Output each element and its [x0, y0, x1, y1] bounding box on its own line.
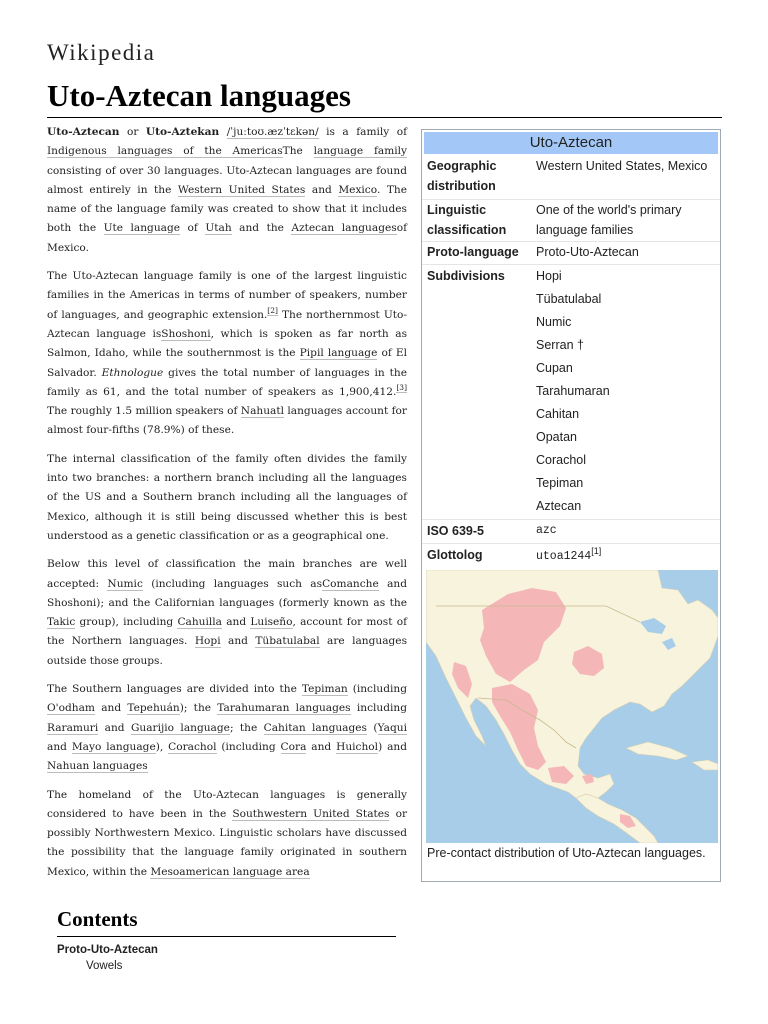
paragraph-size: [47, 267, 407, 441]
text: or possibly Northwestern Mexico. Linguistic scholars have discussed the possibility that the language family originated in southern Mexico, within the: [47, 807, 408, 878]
text: and the: [231, 222, 292, 235]
subdivision-item[interactable]: Serran †: [536, 338, 584, 352]
text: The Southern languages are divided into the: [47, 683, 302, 696]
link-nahuatl[interactable]: Nahuatl: [240, 405, 284, 418]
text: The: [282, 145, 314, 158]
text: The homeland of the Uto-Aztecan languages is generally considered to have been in the: [47, 788, 407, 820]
link-numic[interactable]: Numic: [107, 577, 143, 590]
iso-code[interactable]: azc: [536, 524, 557, 537]
link-aztecan-languages[interactable]: Aztecan languages: [291, 222, 397, 235]
text: Below this level of classification the main branches are well accepted:: [47, 558, 407, 590]
text: , which is spoken as far north as Salmon, Idaho, while the southernmost is the: [47, 327, 407, 360]
contents-divider: [57, 936, 396, 937]
text: consisting of over 30 languages. Uto-Aztecan languages are found almost entirely in the: [47, 164, 407, 196]
link-comanche[interactable]: Comanche: [322, 577, 379, 590]
page-title: Uto-Aztecan languages: [47, 78, 351, 113]
reference-link[interactable]: [2]: [267, 306, 278, 316]
link-guarijio-language[interactable]: Guarijio language: [130, 721, 230, 734]
infobox-divider: [422, 543, 720, 544]
toc-item-proto-uto-aztecan[interactable]: Proto-Uto-Aztecan: [57, 944, 158, 956]
text: ); the: [179, 702, 218, 715]
text: The internal classification of the family often divides the family into two branches: a northern branch including all the languages of the US and a Southern branch including all the languages of Mexico, although it is still being discussed whether this is best understood as a genetic classification or as a geographical one.: [47, 452, 407, 542]
subdivision-item[interactable]: Corachol: [536, 453, 587, 467]
text: ),: [155, 740, 169, 753]
ipa-link[interactable]: /ˈjuːtoʊ.æzˈtɛkən/: [226, 126, 319, 138]
text: and: [305, 183, 339, 196]
text: [219, 126, 226, 138]
text: The northernmost Uto-Aztecan language is: [47, 308, 407, 340]
subdivision-item[interactable]: Numic: [536, 315, 572, 329]
map-caption: Pre-contact distribution of Uto-Aztecan languages.: [427, 846, 706, 860]
title-divider: [47, 117, 722, 118]
subdivision-list: [536, 265, 716, 518]
paragraph-southern: [47, 680, 407, 776]
text: (including: [216, 740, 281, 753]
text: The roughly 1.5 million speakers of: [47, 405, 241, 418]
infobox-label: Proto-language: [427, 245, 519, 259]
text: (including: [347, 683, 407, 696]
infobox-title: Uto-Aztecan: [424, 132, 718, 154]
subdivision-item[interactable]: Hopi: [536, 269, 562, 283]
infobox-label: ISO 639-5: [427, 524, 484, 538]
text: and Shoshoni); and the Californian languages (formerly known as the: [47, 577, 408, 609]
subdivision-item[interactable]: Tübatulabal: [536, 292, 602, 306]
link-luiseno[interactable]: Luiseño: [250, 616, 293, 629]
link-yaqui[interactable]: Yaqui: [377, 721, 407, 734]
link-mexico[interactable]: Mexico: [338, 183, 377, 196]
link-proto-uto-aztecan[interactable]: Proto-Uto-Aztecan: [536, 245, 639, 259]
link-indigenous-languages[interactable]: Indigenous languages of the Americas: [47, 145, 283, 158]
ethnologue-title: Ethnologue: [101, 366, 164, 379]
link-oodham[interactable]: O'odham: [47, 702, 95, 715]
contents-heading: Contents: [57, 907, 138, 931]
text: of: [180, 222, 206, 235]
text: ; the: [229, 721, 264, 734]
text: are languages outside those groups.: [47, 635, 407, 667]
text: or: [119, 126, 146, 138]
text: , account for most of the Northern languages.: [47, 616, 407, 648]
link-cahuilla[interactable]: Cahuilla: [177, 616, 222, 629]
text: gives the total number of languages in the family as 61, and the total number of speakers as 1,900,412.: [47, 366, 407, 398]
infobox-value: Western United States, Mexico: [536, 159, 708, 173]
infobox-value: [536, 545, 716, 567]
text: including: [350, 702, 408, 715]
link-tepehuan[interactable]: Tepehuán: [127, 702, 180, 715]
text: and: [94, 702, 128, 715]
term-bold: Uto-Aztekan: [145, 126, 220, 138]
article-body: [47, 123, 407, 891]
link-language-family[interactable]: language family: [313, 145, 407, 158]
infobox-label: Subdivisions: [427, 269, 505, 283]
link-shoshoni[interactable]: Shoshoni: [161, 327, 211, 340]
term-bold: Uto-Aztecan: [47, 126, 120, 138]
link-mesoamerican-language-area[interactable]: Mesoamerican language area: [150, 865, 310, 878]
infobox-value: One of the world's primary language families: [536, 203, 682, 237]
text: The Uto-Aztecan language family is one of the largest linguistic families in the Americas in terms of number of speakers, number of languages, and geographic extension.: [47, 270, 407, 321]
glottolog-code[interactable]: utoa1244: [536, 550, 592, 563]
link-tubatulabal[interactable]: Tübatulabal: [255, 635, 320, 648]
reference-link[interactable]: [3]: [396, 383, 407, 393]
subdivision-item[interactable]: Opatan: [536, 430, 578, 444]
subdivision-item[interactable]: Cupan: [536, 361, 573, 375]
link-hopi[interactable]: Hopi: [194, 635, 221, 648]
subdivision-item[interactable]: Tarahumaran: [536, 384, 610, 398]
infobox-label: Glottolog: [427, 548, 483, 562]
subdivision-item[interactable]: Aztecan: [536, 499, 582, 513]
text: is a family of: [318, 126, 408, 138]
distribution-map[interactable]: [426, 570, 718, 843]
text: of Mexico.: [47, 222, 407, 254]
text: languages account for almost four-fifths (78.9%) of these.: [47, 405, 407, 437]
link-tarahumaran-languages[interactable]: Tarahumaran languages: [217, 702, 351, 715]
text: and: [222, 616, 251, 629]
link-cahitan-languages[interactable]: Cahitan languages: [263, 721, 367, 734]
infobox-divider: [422, 519, 720, 520]
infobox-label: Geographic distribution: [427, 159, 497, 193]
link-cora[interactable]: Cora: [280, 740, 307, 753]
text: and: [220, 635, 256, 648]
text: ) and: [378, 740, 408, 753]
link-western-us[interactable]: Western United States: [177, 183, 306, 196]
text: and: [306, 740, 337, 753]
link-corachol[interactable]: Corachol: [168, 740, 217, 753]
paragraph-intro: [47, 123, 407, 258]
toc-subitem-vowels[interactable]: Vowels: [86, 960, 123, 972]
link-raramuri[interactable]: Raramuri: [47, 721, 99, 734]
subdivision-item[interactable]: Cahitan: [536, 407, 580, 421]
text: and: [98, 721, 131, 734]
link-southwestern-us[interactable]: Southwestern United States: [232, 807, 390, 820]
text: (: [366, 721, 378, 734]
link-mayo-language[interactable]: Mayo language: [71, 740, 156, 753]
link-ute-language[interactable]: Ute language: [103, 222, 181, 235]
wikipedia-wordmark[interactable]: Wikipedia: [47, 40, 156, 65]
text: and: [47, 740, 72, 753]
text: . The name of the language family was created to show that it includes both the: [47, 183, 407, 235]
infobox-label: Linguistic classification: [427, 203, 507, 237]
link-takic[interactable]: Takic: [47, 616, 76, 629]
reference-link[interactable]: [1]: [591, 545, 602, 556]
infobox: [421, 129, 721, 882]
text: of El Salvador.: [47, 347, 407, 379]
link-utah[interactable]: Utah: [205, 222, 232, 235]
paragraph-homeland: [47, 786, 407, 882]
link-nahuan-languages[interactable]: Nahuan languages: [47, 760, 148, 773]
map-image: [426, 570, 718, 843]
text: (including languages such as: [142, 577, 323, 590]
link-pipil-language[interactable]: Pipil language: [299, 347, 378, 360]
link-huichol[interactable]: Huichol: [336, 740, 379, 753]
paragraph-classification: [47, 450, 407, 546]
text: group), including: [75, 616, 178, 629]
subdivision-item[interactable]: Tepiman: [536, 476, 584, 490]
link-tepiman[interactable]: Tepiman: [301, 683, 348, 696]
paragraph-branches: [47, 555, 407, 671]
